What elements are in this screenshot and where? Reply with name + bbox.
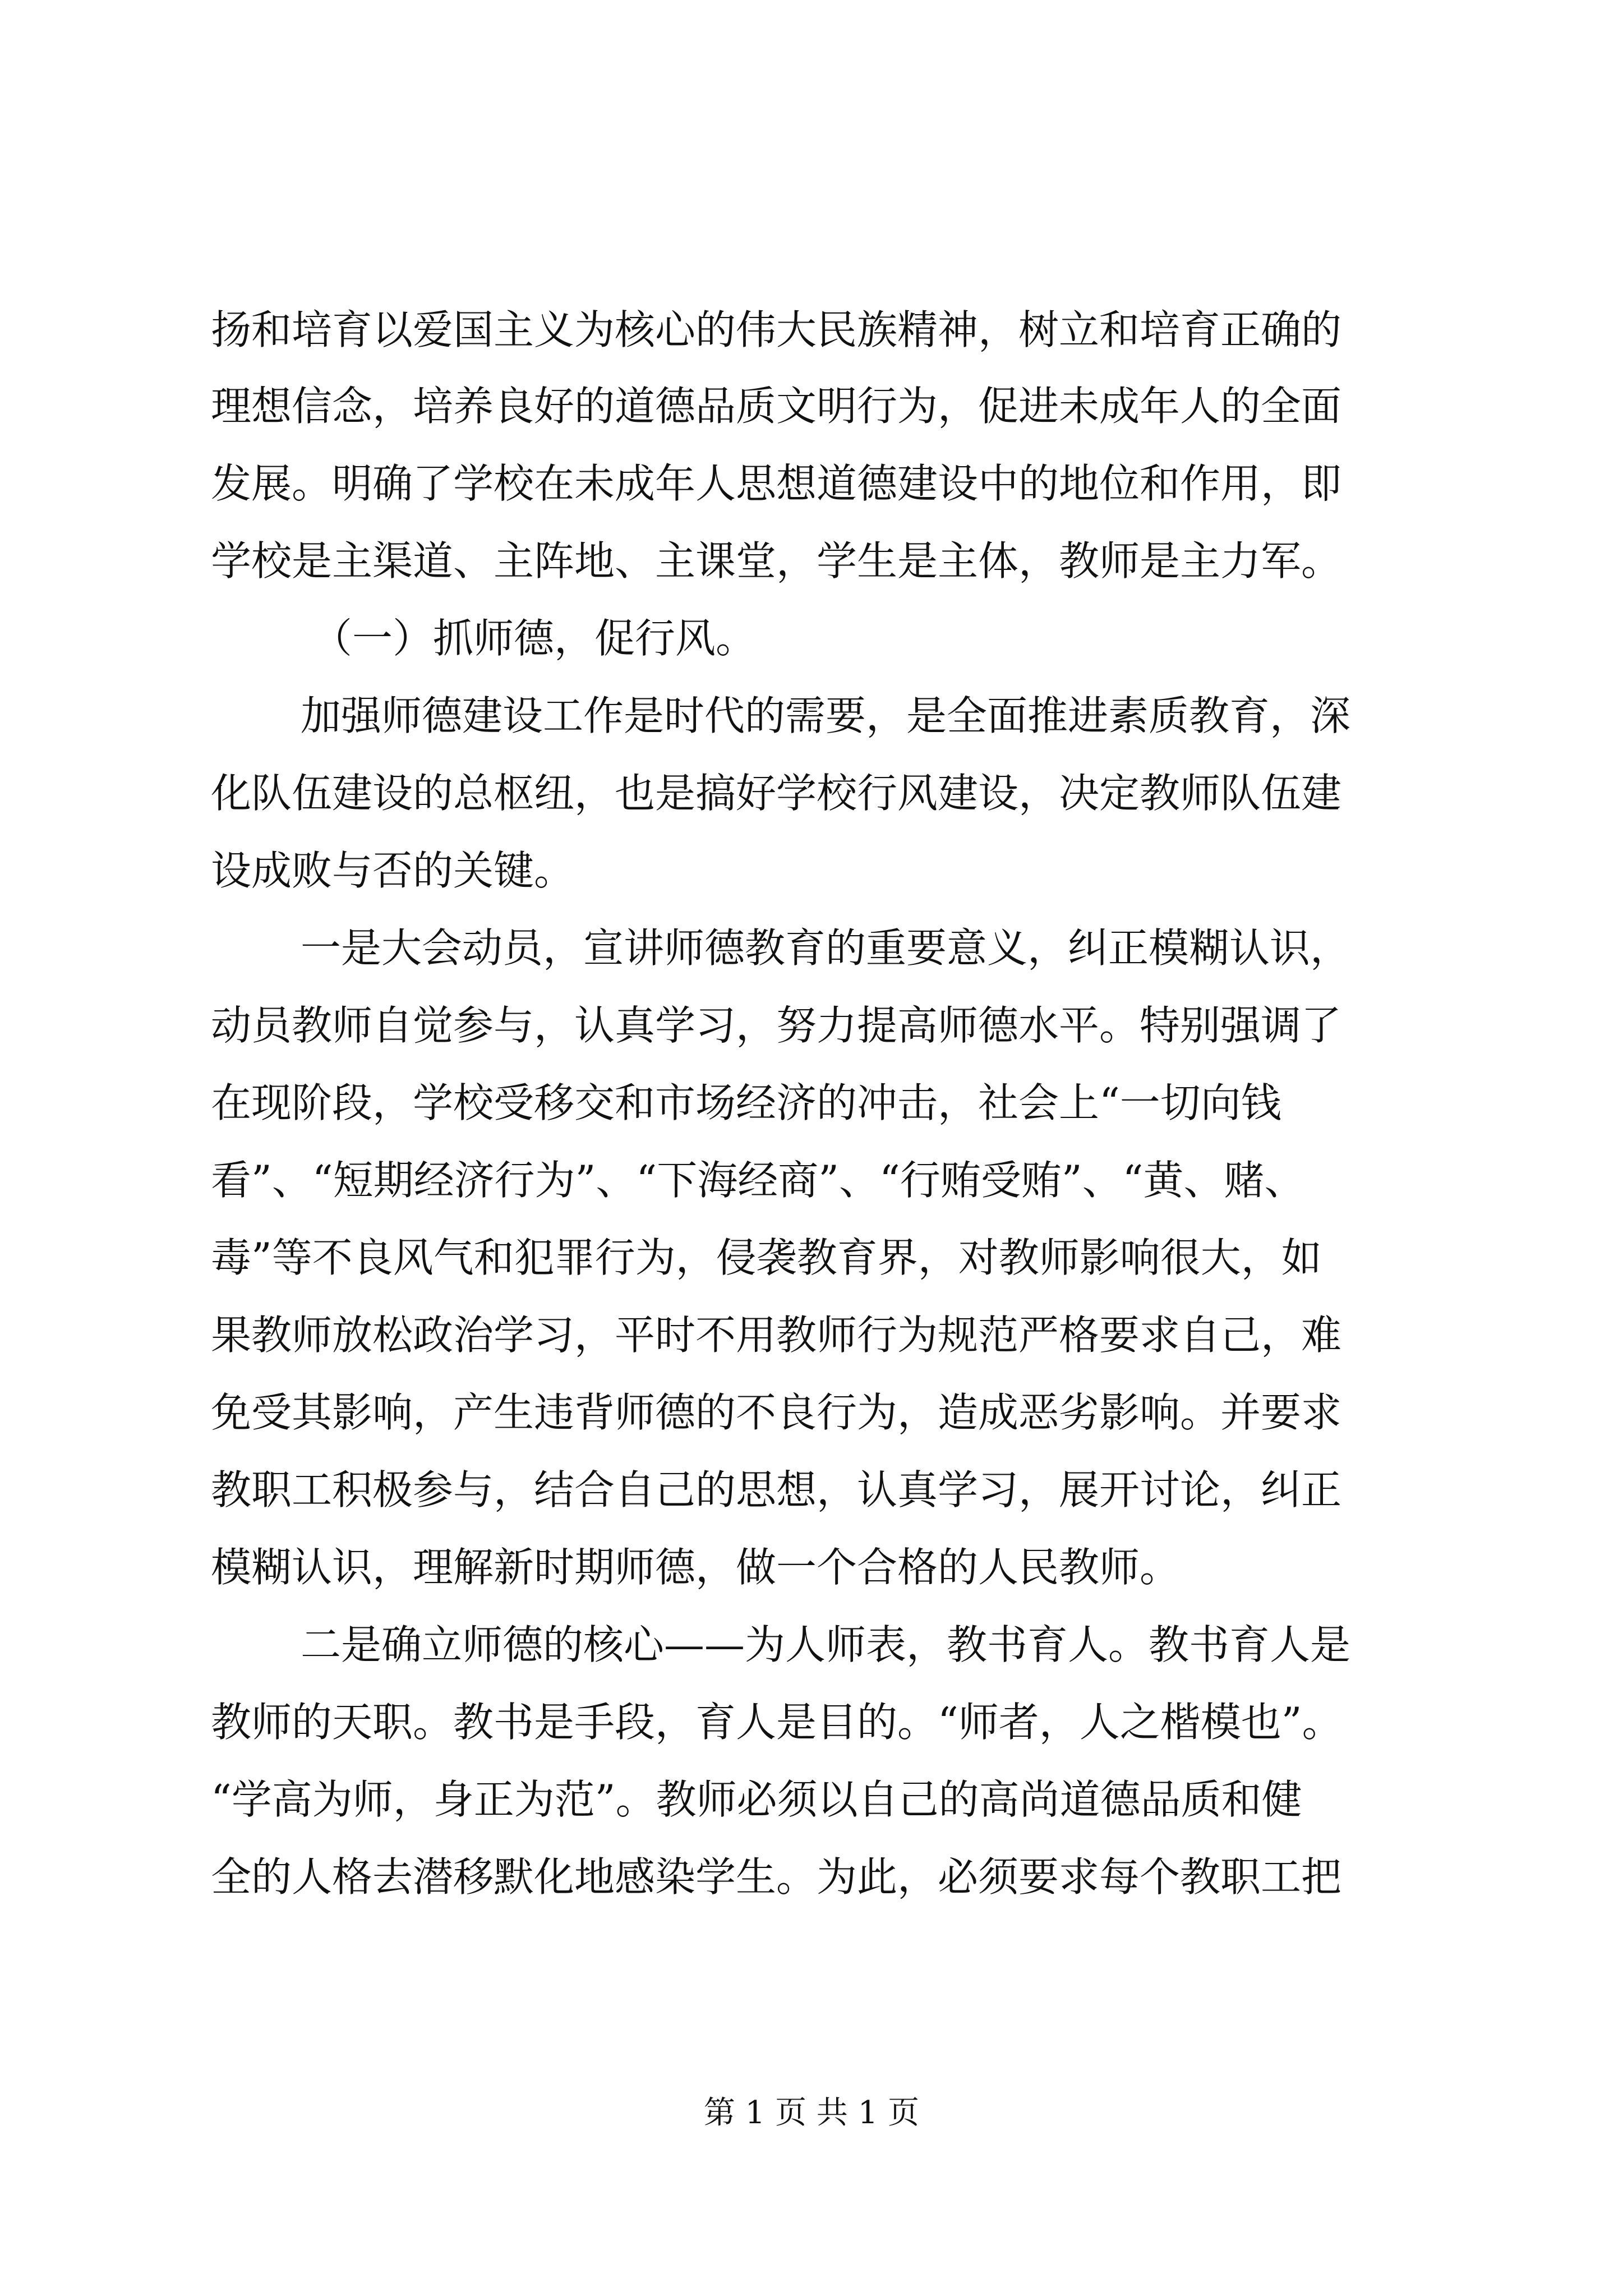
text-line: 全的人格去潜移默化地感染学生。为此，必须要求每个教职工把 [211,1853,1342,1901]
text-line: 化队伍建设的总枢纽，也是搞好学校行风建设，决定教师队伍建 [211,770,1342,817]
text-line: 加强师德建设工作是时代的需要，是全面推进素质教育，深 [301,692,1351,739]
section-heading: （一）抓师德，促行风。 [312,615,757,662]
text-line: 在现阶段，学校受移交和市场经济的冲击，社会上“一切向钱 [211,1079,1281,1126]
page-footer: 第 1 页 共 1 页 [703,2095,920,2131]
text-line: 看”、“短期经济行为”、“下海经商”、“行贿受贿”、“黄、赌、 [211,1157,1305,1204]
text-line: “学高为师，身正为范”。教师必须以自己的高尚道德品质和健 [211,1776,1302,1823]
text-line: 理想信念，培养良好的道德品质文明行为，促进未成年人的全面 [211,383,1342,430]
text-line: 扬和培育以爱国主义为核心的伟大民族精神，树立和培育正确的 [211,306,1342,353]
text-line: 毒”等不良风气和犯罪行为，侵袭教育界，对教师影响很大，如 [211,1234,1322,1281]
text-line: 教职工积极参与，结合自己的思想，认真学习，展开讨论，纠正 [211,1466,1342,1513]
text-line: 模糊认识，理解新时期师德，做一个合格的人民教师。 [211,1544,1181,1591]
text-line: 免受其影响，产生违背师德的不良行为，造成恶劣影响。并要求 [211,1389,1342,1436]
text-line: 二是确立师德的核心——为人师表，教书育人。教书育人是 [301,1621,1351,1668]
text-line: 动员教师自觉参与，认真学习，努力提高师德水平。特别强调了 [211,1002,1342,1049]
text-line: 发展。明确了学校在未成年人思想道德建设中的地位和作用，即 [211,460,1342,507]
text-line: 学校是主渠道、主阵地、主课堂，学生是主体，教师是主力军。 [211,537,1342,585]
text-line: 设成败与否的关键。 [211,847,575,894]
text-line: 一是大会动员，宣讲师德教育的重要意义，纠正模糊认识， [301,924,1351,972]
text-line: 教师的天职。教书是手段，育人是目的。“师者，人之楷模也”。 [211,1699,1343,1746]
text-line: 果教师放松政治学习，平时不用教师行为规范严格要求自己，难 [211,1312,1342,1359]
